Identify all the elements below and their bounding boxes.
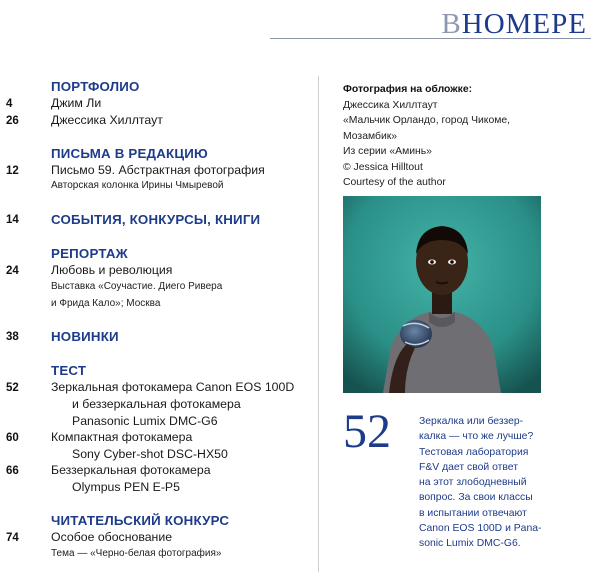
page-number: 52 xyxy=(6,382,19,394)
page-number: 24 xyxy=(6,265,19,277)
toc-entry-subtitle: Тема — «Черно-белая фотография» xyxy=(51,548,222,559)
toc-entry[interactable]: Компактная фотокамера xyxy=(51,430,193,444)
cover-caption-line: Джессика Хиллтаут xyxy=(343,99,438,111)
teaser-line: на этот злободневный xyxy=(419,477,527,489)
page-title-lead: В xyxy=(441,8,462,40)
teaser-line: Canon EOS 100D и Pana- xyxy=(419,523,542,535)
cover-caption-line: «Мальчик Орландо, город Чикоме, xyxy=(343,115,511,126)
toc-entry-continuation: Panasonic Lumix DMC-G6 xyxy=(72,414,218,428)
page-number: 4 xyxy=(6,98,13,110)
toc-entry-continuation: Olympus PEN E-P5 xyxy=(72,480,180,494)
cover-caption-line: Из серии «Аминь» xyxy=(343,146,432,157)
toc-entry[interactable]: Джим Ли xyxy=(51,96,102,110)
section-test-title[interactable]: ТЕСТ xyxy=(51,363,87,378)
toc-entry[interactable]: Особое обоснование xyxy=(51,530,173,544)
page-number: 74 xyxy=(6,532,19,544)
page-number: 14 xyxy=(6,214,19,226)
toc-entry-continuation: Sony Cyber-shot DSC-HX50 xyxy=(72,447,228,461)
teaser-line: вопрос. За свои классы xyxy=(419,492,533,504)
toc-entry[interactable]: Зеркальная фотокамера Canon EOS 100D xyxy=(51,380,295,394)
section-news-title[interactable]: НОВИНКИ xyxy=(51,329,119,344)
featured-page-number: 52 xyxy=(343,405,391,458)
teaser-line: в испытании отвечают xyxy=(419,507,527,519)
page-number: 60 xyxy=(6,432,19,444)
teaser-line: F&V дает свой ответ xyxy=(419,461,518,473)
toc-entry-subtitle: Авторская колонка Ирины Чмыревой xyxy=(51,180,224,191)
teaser-line: Тестовая лаборатория xyxy=(419,446,529,458)
cover-caption-line: Courtesy of the author xyxy=(343,177,446,188)
toc-entry-subtitle: и Фрида Кало»; Москва xyxy=(51,298,161,309)
cover-caption-line: Мозамбик» xyxy=(343,130,398,142)
cover-caption-title: Фотография на обложке: xyxy=(343,84,473,95)
teaser-line: Зеркалка или беззер- xyxy=(419,416,524,427)
page-number: 26 xyxy=(6,115,19,127)
section-letters-title[interactable]: ПИСЬМА В РЕДАКЦИЮ xyxy=(51,146,208,161)
column-divider xyxy=(318,76,319,572)
section-events-title[interactable]: СОБЫТИЯ, КОНКУРСЫ, КНИГИ xyxy=(51,212,261,227)
section-contest-title[interactable]: ЧИТАТЕЛЬСКИЙ КОНКУРС xyxy=(51,513,230,528)
toc-entry[interactable]: Любовь и революция xyxy=(51,263,173,277)
page-number: 66 xyxy=(6,465,19,477)
cover-caption xyxy=(343,82,543,191)
toc-entry[interactable]: Беззеркальная фотокамера xyxy=(51,463,211,477)
toc-entry-continuation: и беззеркальная фотокамера xyxy=(72,397,241,411)
page-number: 12 xyxy=(6,165,19,177)
cover-caption-line: © Jessica Hilltout xyxy=(343,161,423,173)
section-portfolio-title[interactable]: ПОРТФОЛИО xyxy=(51,79,140,94)
toc-entry-subtitle: Выставка «Соучастие. Диего Ривера xyxy=(51,281,223,292)
toc-entry[interactable]: Джессика Хиллтаут xyxy=(51,113,163,127)
page-number: 38 xyxy=(6,331,19,343)
page-title-rest: НОМЕРЕ xyxy=(461,8,587,40)
section-report-title[interactable]: РЕПОРТАЖ xyxy=(51,246,128,261)
toc-entry[interactable]: Письмо 59. Абстрактная фотография xyxy=(51,163,265,177)
feature-teaser xyxy=(419,414,549,552)
cover-photo-image xyxy=(343,196,541,393)
cover-photo xyxy=(343,196,541,393)
teaser-line: калка — что же лучше? xyxy=(419,431,534,443)
teaser-line: sonic Lumix DMC-G6. xyxy=(419,538,521,550)
page-title xyxy=(441,10,587,39)
